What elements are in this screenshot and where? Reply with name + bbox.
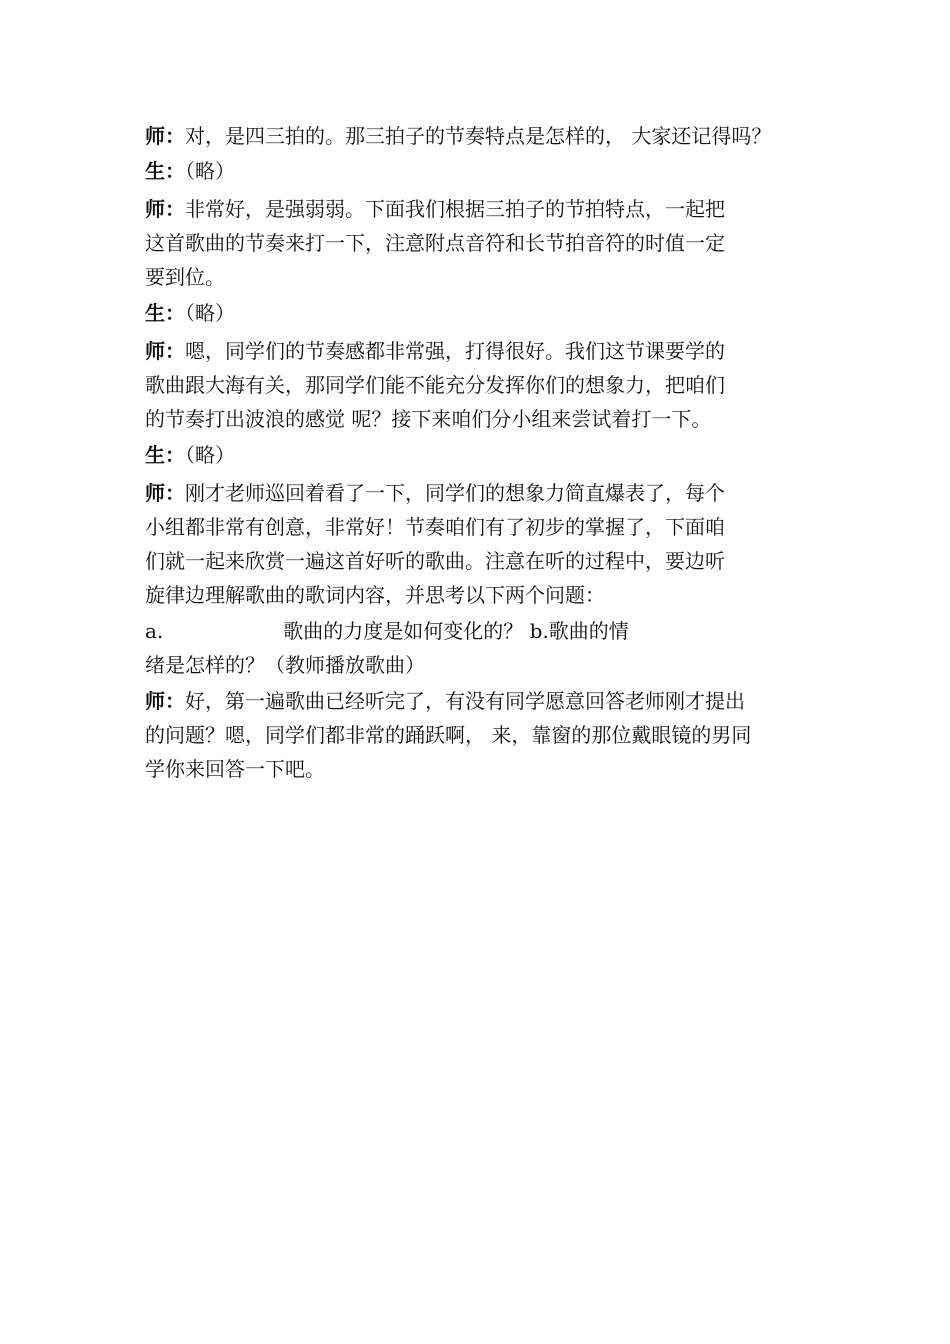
student-line bbox=[145, 157, 235, 185]
dialogue-continuation: 学你来回答一下吧。 bbox=[145, 757, 325, 781]
dialogue-continuation: 们就一起来欣赏一遍这首好听的歌曲。注意在听的过程中，要边听 bbox=[145, 549, 725, 573]
dialogue-continuation: 要到位。 bbox=[145, 265, 225, 289]
speaker-teacher: 师： bbox=[145, 339, 185, 363]
question-text: 歌曲的力度是如何变化的？ b.歌曲的情 bbox=[283, 619, 629, 643]
teacher-line bbox=[145, 337, 725, 365]
dialogue-continuation: 这首歌曲的节奏来打一下，注意附点音符和长节拍音符的时值一定 bbox=[145, 231, 725, 255]
dialogue-continuation: 小组都非常有创意，非常好！节奏咱们有了初步的掌握了，下面咱 bbox=[145, 515, 725, 539]
question-continuation: 绪是怎样的？（教师播放歌曲） bbox=[145, 653, 425, 677]
speaker-teacher: 师： bbox=[145, 481, 185, 505]
dialogue-text: （略） bbox=[185, 159, 235, 183]
dialogue-text: （略） bbox=[185, 443, 235, 467]
question-line bbox=[145, 617, 629, 645]
student-line bbox=[145, 299, 235, 327]
dialogue-text: 对，是四三拍的。那三拍子的节奏特点是怎样的， 大家还记得吗？ bbox=[185, 124, 772, 148]
dialogue-text: 嗯，同学们的节奏感都非常强，打得很好。我们这节课要学的 bbox=[185, 339, 725, 363]
teacher-line bbox=[145, 195, 725, 223]
question-a-marker: a. bbox=[145, 619, 164, 643]
dialogue-continuation: 的问题？嗯，同学们都非常的踊跃啊， 来，靠窗的那位戴眼镜的男同 bbox=[145, 723, 752, 747]
dialogue-continuation: 歌曲跟大海有关，那同学们能不能充分发挥你们的想象力，把咱们 bbox=[145, 373, 725, 397]
student-line bbox=[145, 441, 235, 469]
dialogue-continuation: 旋律边理解歌曲的歌词内容，并思考以下两个问题： bbox=[145, 583, 605, 607]
dialogue-text: 刚才老师巡回着看了一下，同学们的想象力简直爆表了，每个 bbox=[185, 481, 725, 505]
dialogue-text: （略） bbox=[185, 301, 235, 325]
speaker-teacher: 师： bbox=[145, 689, 185, 713]
speaker-student: 生： bbox=[145, 301, 185, 325]
teacher-line bbox=[145, 479, 725, 507]
speaker-teacher: 师： bbox=[145, 124, 185, 148]
speaker-student: 生： bbox=[145, 443, 185, 467]
dialogue-text: 非常好，是强弱弱。下面我们根据三拍子的节拍特点，一起把 bbox=[185, 197, 725, 221]
speaker-teacher: 师： bbox=[145, 197, 185, 221]
speaker-student: 生： bbox=[145, 159, 185, 183]
teacher-line bbox=[145, 687, 745, 715]
teacher-line bbox=[145, 122, 771, 150]
dialogue-text: 好，第一遍歌曲已经听完了，有没有同学愿意回答老师刚才提出 bbox=[185, 689, 745, 713]
dialogue-continuation: 的节奏打出波浪的感觉 呢？接下来咱们分小组来尝试着打一下。 bbox=[145, 407, 712, 431]
